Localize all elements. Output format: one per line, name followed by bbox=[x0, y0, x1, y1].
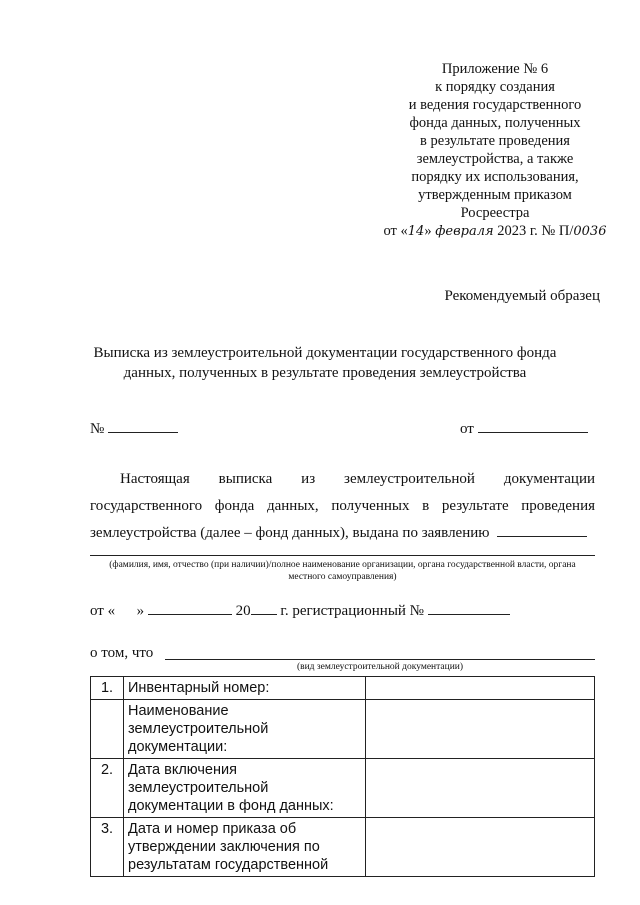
row-label: Дата включения землеустроительной документации в фонд данных: bbox=[124, 759, 366, 818]
appendix-block bbox=[370, 60, 620, 241]
table-row bbox=[91, 818, 595, 877]
order-day: 14 bbox=[407, 224, 425, 239]
appendix-line: порядку их использования, bbox=[411, 169, 579, 185]
table-row bbox=[91, 677, 595, 700]
document-title: Выписка из землеустроительной документации государственного фонда данных, полученных в результате проведения землеустройства bbox=[93, 345, 557, 381]
registration-line bbox=[90, 600, 510, 620]
order-prefix: от « bbox=[383, 223, 408, 239]
order-mid: » bbox=[424, 223, 432, 239]
table-row bbox=[91, 700, 595, 759]
statement-line: государственного фонда данных, полученных в результате проведения bbox=[90, 498, 595, 514]
applicant-blank bbox=[497, 522, 587, 537]
statement-line: Настоящая выписка из землеустроительной документации bbox=[120, 471, 595, 487]
doc-kind-caption: (вид землеустроительной документации) bbox=[296, 662, 464, 672]
appendix-line: к порядку создания bbox=[435, 79, 555, 95]
row-number: 3. bbox=[91, 818, 124, 877]
date-blank bbox=[478, 418, 588, 433]
appendix-line: землеустройства, а также bbox=[416, 151, 574, 167]
year-suffix: г. bbox=[280, 603, 289, 619]
reg-label: регистрационный № bbox=[292, 603, 424, 619]
statement-line-3 bbox=[90, 520, 595, 547]
appendix-line: и ведения государственного bbox=[408, 97, 582, 113]
about-label: о том, что bbox=[90, 645, 154, 661]
year-prefix: 20 bbox=[235, 603, 251, 619]
applicant-caption: (фамилия, имя, отчество (при наличии)/полное наименование организации, органа государственной власти, органа местного самоуправления) bbox=[109, 560, 576, 582]
reg-number-blank bbox=[428, 600, 510, 615]
appendix-line: Росреестра bbox=[460, 205, 530, 221]
row-label: Инвентарный номер: bbox=[124, 677, 366, 700]
row-value-cell[interactable] bbox=[366, 759, 595, 818]
number-label: № bbox=[90, 421, 105, 437]
appendix-line: фонда данных, полученных bbox=[409, 115, 581, 131]
order-year: 2023 г. № П/ bbox=[497, 223, 574, 239]
info-table bbox=[90, 676, 595, 877]
row-value-cell[interactable] bbox=[366, 818, 595, 877]
table-row bbox=[91, 759, 595, 818]
reg-from: от « bbox=[90, 603, 116, 619]
applicant-rule bbox=[90, 555, 595, 556]
about-line bbox=[90, 645, 153, 662]
recommended-sample-label: Рекомендуемый образец bbox=[444, 288, 600, 304]
row-number bbox=[91, 700, 124, 759]
row-label: Наименование землеустроительной документации: bbox=[124, 700, 366, 759]
statement-line: землеустройства (далее – фонд данных), выдана по заявлению bbox=[90, 525, 490, 541]
row-value-cell[interactable] bbox=[366, 700, 595, 759]
order-line bbox=[370, 222, 620, 241]
month-blank bbox=[148, 600, 232, 615]
row-value-cell[interactable] bbox=[366, 677, 595, 700]
order-number: 0036 bbox=[573, 224, 607, 239]
row-label: Дата и номер приказа об утверждении заключения по результатам государственной bbox=[124, 818, 366, 877]
row-number: 2. bbox=[91, 759, 124, 818]
date-field-line bbox=[460, 418, 588, 438]
doc-kind-rule bbox=[165, 659, 595, 660]
year-blank bbox=[251, 600, 277, 615]
appendix-line: Приложение № 6 bbox=[441, 61, 549, 77]
reg-quote-close: » bbox=[136, 603, 145, 619]
appendix-line: в результате проведения bbox=[420, 133, 570, 149]
order-month: февраля bbox=[435, 224, 494, 239]
statement-paragraph bbox=[90, 466, 595, 547]
appendix-line: утвержденным приказом bbox=[418, 187, 572, 203]
number-blank bbox=[108, 418, 178, 433]
row-number: 1. bbox=[91, 677, 124, 700]
date-label: от bbox=[460, 421, 474, 437]
number-field-line bbox=[90, 418, 178, 438]
